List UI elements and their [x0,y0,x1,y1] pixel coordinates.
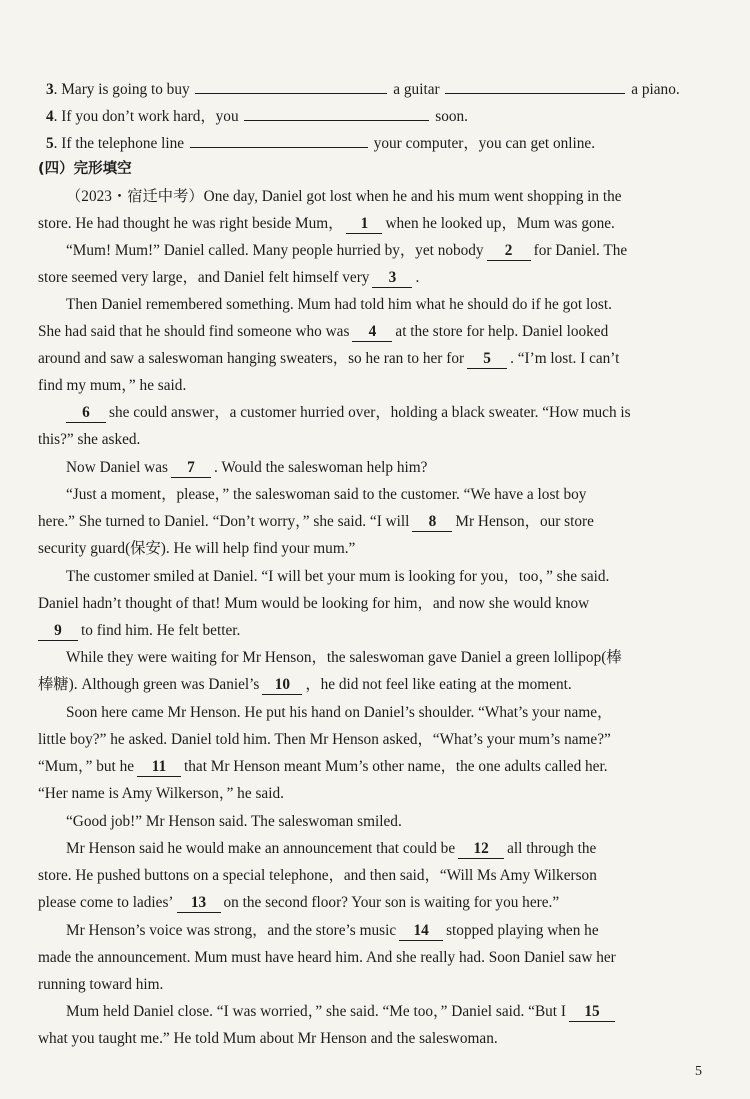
cloze-blank-14[interactable]: 14 [399,922,443,941]
passage-line: 6 she could answer，a customer hurried over，holding a black sweater. “How much is [66,403,698,423]
passage-line: “Just a moment，please，” the saleswoman said to the customer. “We have a lost boy [66,486,587,503]
passage-line: 棒糖). Although green was Daniel’s 10 ，he did not feel like eating at the moment. [38,676,572,693]
passage-line: around and saw a saleswoman hanging sweaters，so he ran to her for 5 . “I’m lost. I can’t [38,350,620,367]
answer-blank[interactable] [244,105,429,121]
passage-line: what you taught me.” He told Mum about Mr Henson and the saleswoman. [38,1030,498,1047]
passage-line: store seemed very large，and Daniel felt himself very 3 . [38,269,420,286]
answer-blank[interactable] [195,78,387,94]
cloze-blank-2[interactable]: 2 [487,242,531,261]
exercise-3: 3. Mary is going to buy a guitar a piano. [46,78,698,100]
answer-blank[interactable] [445,78,625,94]
passage-line: She had said that he should find someone who was 4 at the store for help. Daniel looked [38,323,609,340]
passage-line: store. He had thought he was right beside Mum， 1 when he looked up，Mum was gone. [38,215,615,232]
cloze-blank-4[interactable]: 4 [352,323,392,342]
exercise-4: 4. If you don’t work hard，you soon. [46,105,698,127]
passage-line: Mr Henson said he would make an announcement that could be 12 all through the [66,840,597,857]
passage-line: this?” she asked. [38,431,141,448]
passage-line: “Her name is Amy Wilkerson，” he said. [38,785,284,802]
cloze-blank-6[interactable]: 6 [66,404,106,423]
cloze-blank-8[interactable]: 8 [412,513,452,532]
passage-line: “Mum! Mum!” Daniel called. Many people hurried by，yet nobody 2 for Daniel. The [66,242,628,259]
passage-line: find my mum，” he said. [38,377,187,394]
passage-line: made the announcement. Mum must have heard him. And she really had. Soon Daniel saw her [38,949,616,966]
passage-line: Now Daniel was 7 . Would the saleswoman help him? [66,459,428,476]
cloze-blank-1[interactable]: 1 [346,215,382,234]
exercise-5: 5. If the telephone line your computer，you can get online. [46,132,698,154]
passage-line: Mum held Daniel close. “I was worried，” she said. “Me too，” Daniel said. “But I 15 [66,1002,698,1022]
passage-line: Soon here came Mr Henson. He put his hand on Daniel’s shoulder. “What’s your name， [66,704,613,721]
cloze-blank-13[interactable]: 13 [177,894,221,913]
passage-line: “Mum，” but he 11 that Mr Henson meant Mum’s other name，the one adults called her. [38,758,608,775]
section-heading: (四）完形填空 [38,161,132,177]
cloze-blank-12[interactable]: 12 [458,840,504,859]
passage-line: “Good job!” Mr Henson said. The saleswoman smiled. [66,813,402,830]
passage-line: 9 to find him. He felt better. [38,621,698,641]
cloze-blank-5[interactable]: 5 [467,350,507,369]
passage-line: （2023・宿迁中考）One day, Daniel got lost when he and his mum went shopping in the [66,188,622,205]
cloze-blank-15[interactable]: 15 [569,1003,615,1022]
passage-line: store. He pushed buttons on a special telephone，and then said，“Will Ms Amy Wilkerson [38,867,597,884]
passage-line: please come to ladies’ 13 on the second floor? Your son is waiting for you here.” [38,894,560,911]
cloze-blank-11[interactable]: 11 [137,758,181,777]
passage-line: While they were waiting for Mr Henson，the saleswoman gave Daniel a green lollipop(棒 [66,649,622,666]
cloze-blank-7[interactable]: 7 [171,459,211,478]
passage-line: The customer smiled at Daniel. “I will bet your mum is looking for you，too，” she said. [66,568,610,585]
cloze-blank-3[interactable]: 3 [372,269,412,288]
answer-blank[interactable] [190,132,368,148]
passage-line: running toward him. [38,976,164,993]
passage-line: security guard(保安). He will help find your mum.” [38,540,356,557]
cloze-blank-9[interactable]: 9 [38,622,78,641]
passage-line: little boy?” he asked. Daniel told him. Then Mr Henson asked，“What’s your mum’s name?” [38,731,611,748]
passage-line: Then Daniel remembered something. Mum had told him what he should do if he got lost. [66,296,612,313]
passage-line: Mr Henson’s voice was strong，and the store’s music 14 stopped playing when he [66,922,599,939]
cloze-blank-10[interactable]: 10 [262,676,302,695]
page-number: 5 [695,1064,702,1079]
passage-line: Daniel hadn’t thought of that! Mum would be looking for him，and now she would know [38,595,590,612]
passage-line: here.” She turned to Daniel. “Don’t worry，” she said. “I will 8 Mr Henson，our store [38,513,594,530]
